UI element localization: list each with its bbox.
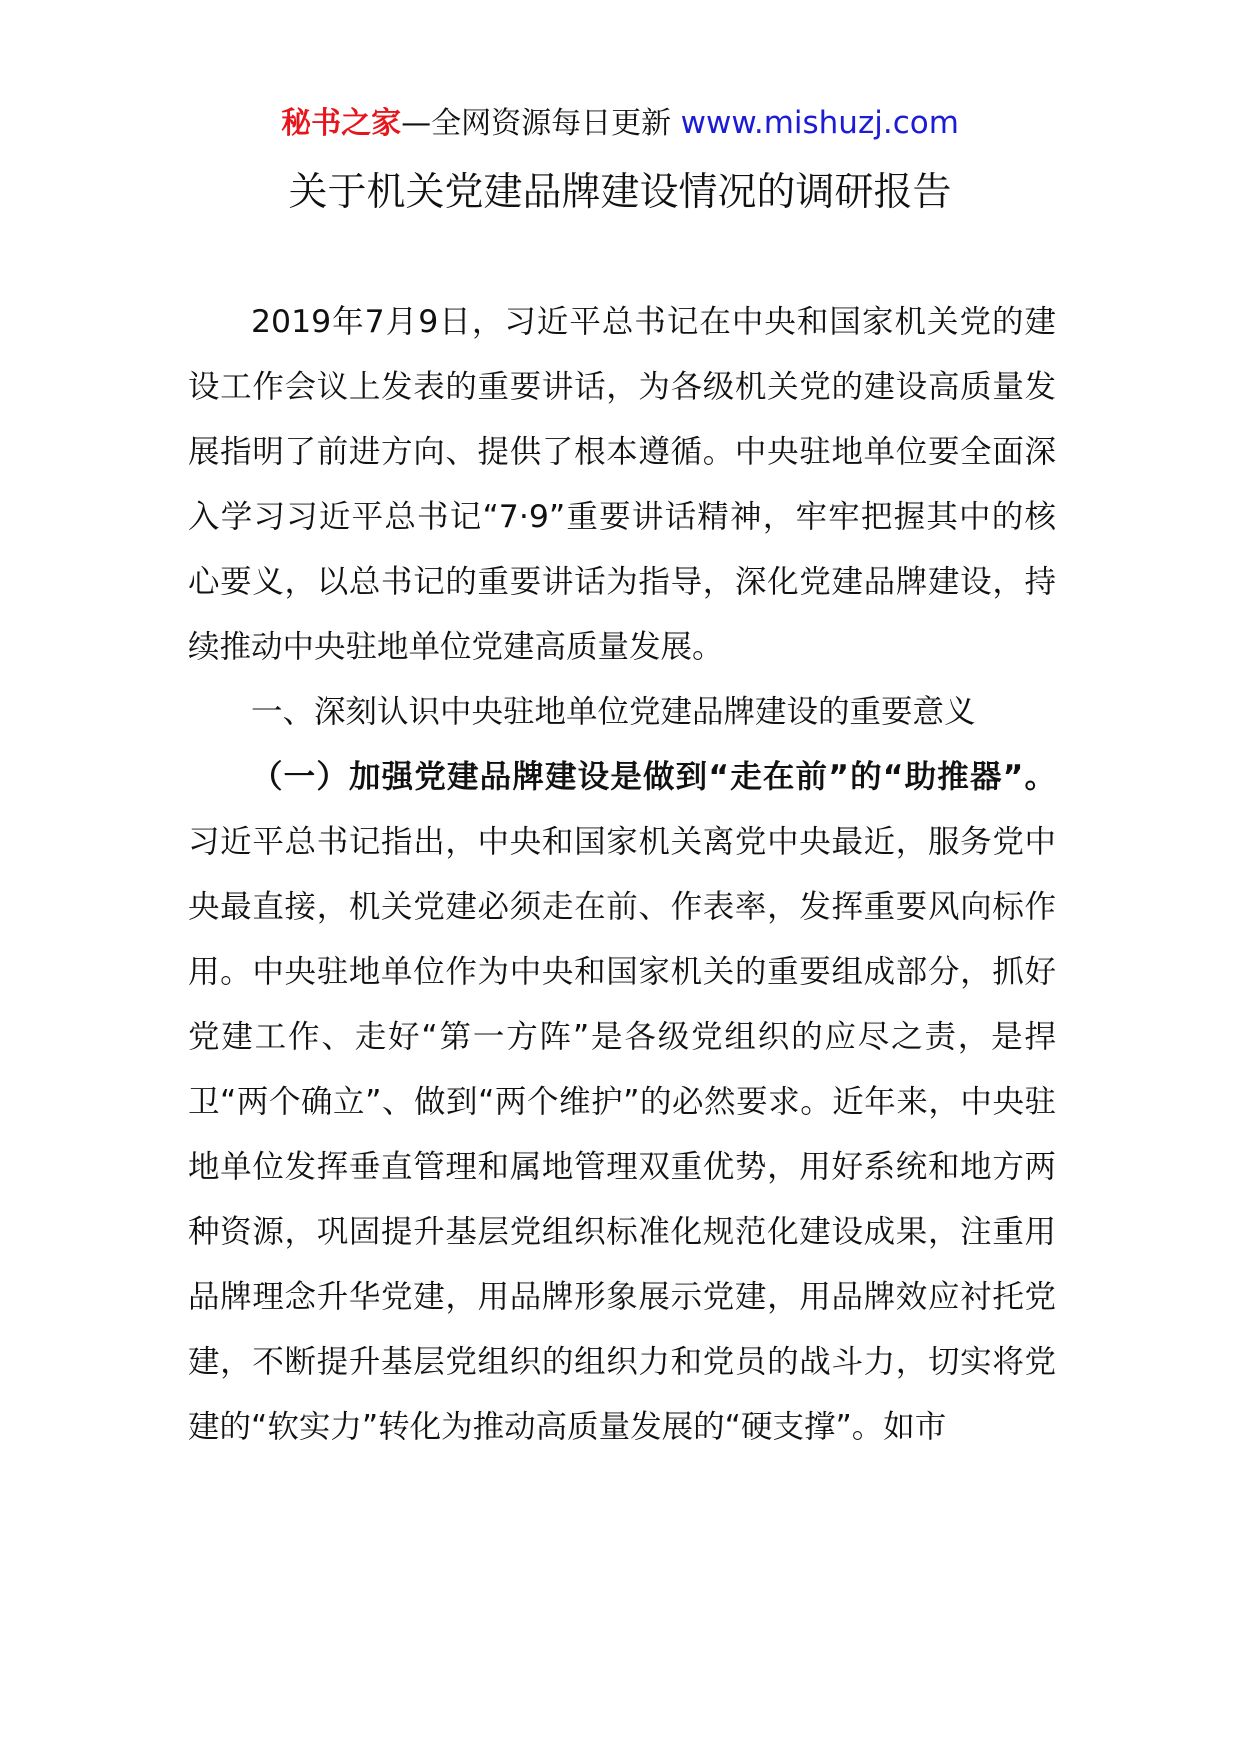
subsection-text-1: 习近平总书记指出，中央和国家机关离党中央最近，服务党中央最直接，机关党建必须走在前、作表率，发挥重要风向标作用。中央驻地单位作为中央和国家机关的重要组成部分，抓好党建工作、走好“第一方阵”是各级党组织的应尽之责，是捍卫“两个确立”、做到“两个维护”的必然要求。近年来，中央驻地单位发挥垂直管理和属地管理双重优势，用好系统和地方两种资源，巩固提升基层党组织标准化规范化建设成果，注重用品牌理念升华党建，用品牌形象展示党建，用品牌效应衬托党建，不断提升基层党组织的组织力和党员的战斗力，切实将党建的“软实力”转化为推动高质量发展的“硬支撑”。如市	[188, 824, 1056, 1445]
section-heading-1: 一、深刻认识中央驻地单位党建品牌建设的重要意义	[251, 694, 976, 730]
subsection-heading-1: （一）加强党建品牌建设是做到“走在前”的“助推器”。	[251, 759, 1056, 795]
document-title: 关于机关党建品牌建设情况的调研报告	[288, 170, 952, 215]
subsection-paragraph-1	[188, 745, 1056, 1460]
site-url-link[interactable]: www.mishuzj.com	[680, 105, 959, 141]
intro-paragraph: 2019年7月9日，习近平总书记在中央和国家机关党的建设工作会议上发表的重要讲话，为各级机关党的建设高质量发展指明了前进方向、提供了根本遵循。中央驻地单位要全面深入学习习近平总书记“7·9”重要讲话精神，牢牢把握其中的核心要义，以总书记的重要讲话为指导，深化党建品牌建设，持续推动中央驻地单位党建高质量发展。	[188, 304, 1056, 665]
brand-name: 秘书之家	[281, 106, 402, 141]
document-body	[188, 290, 1056, 1460]
header-tagline: —全网资源每日更新	[401, 106, 672, 141]
site-header	[0, 100, 1240, 147]
